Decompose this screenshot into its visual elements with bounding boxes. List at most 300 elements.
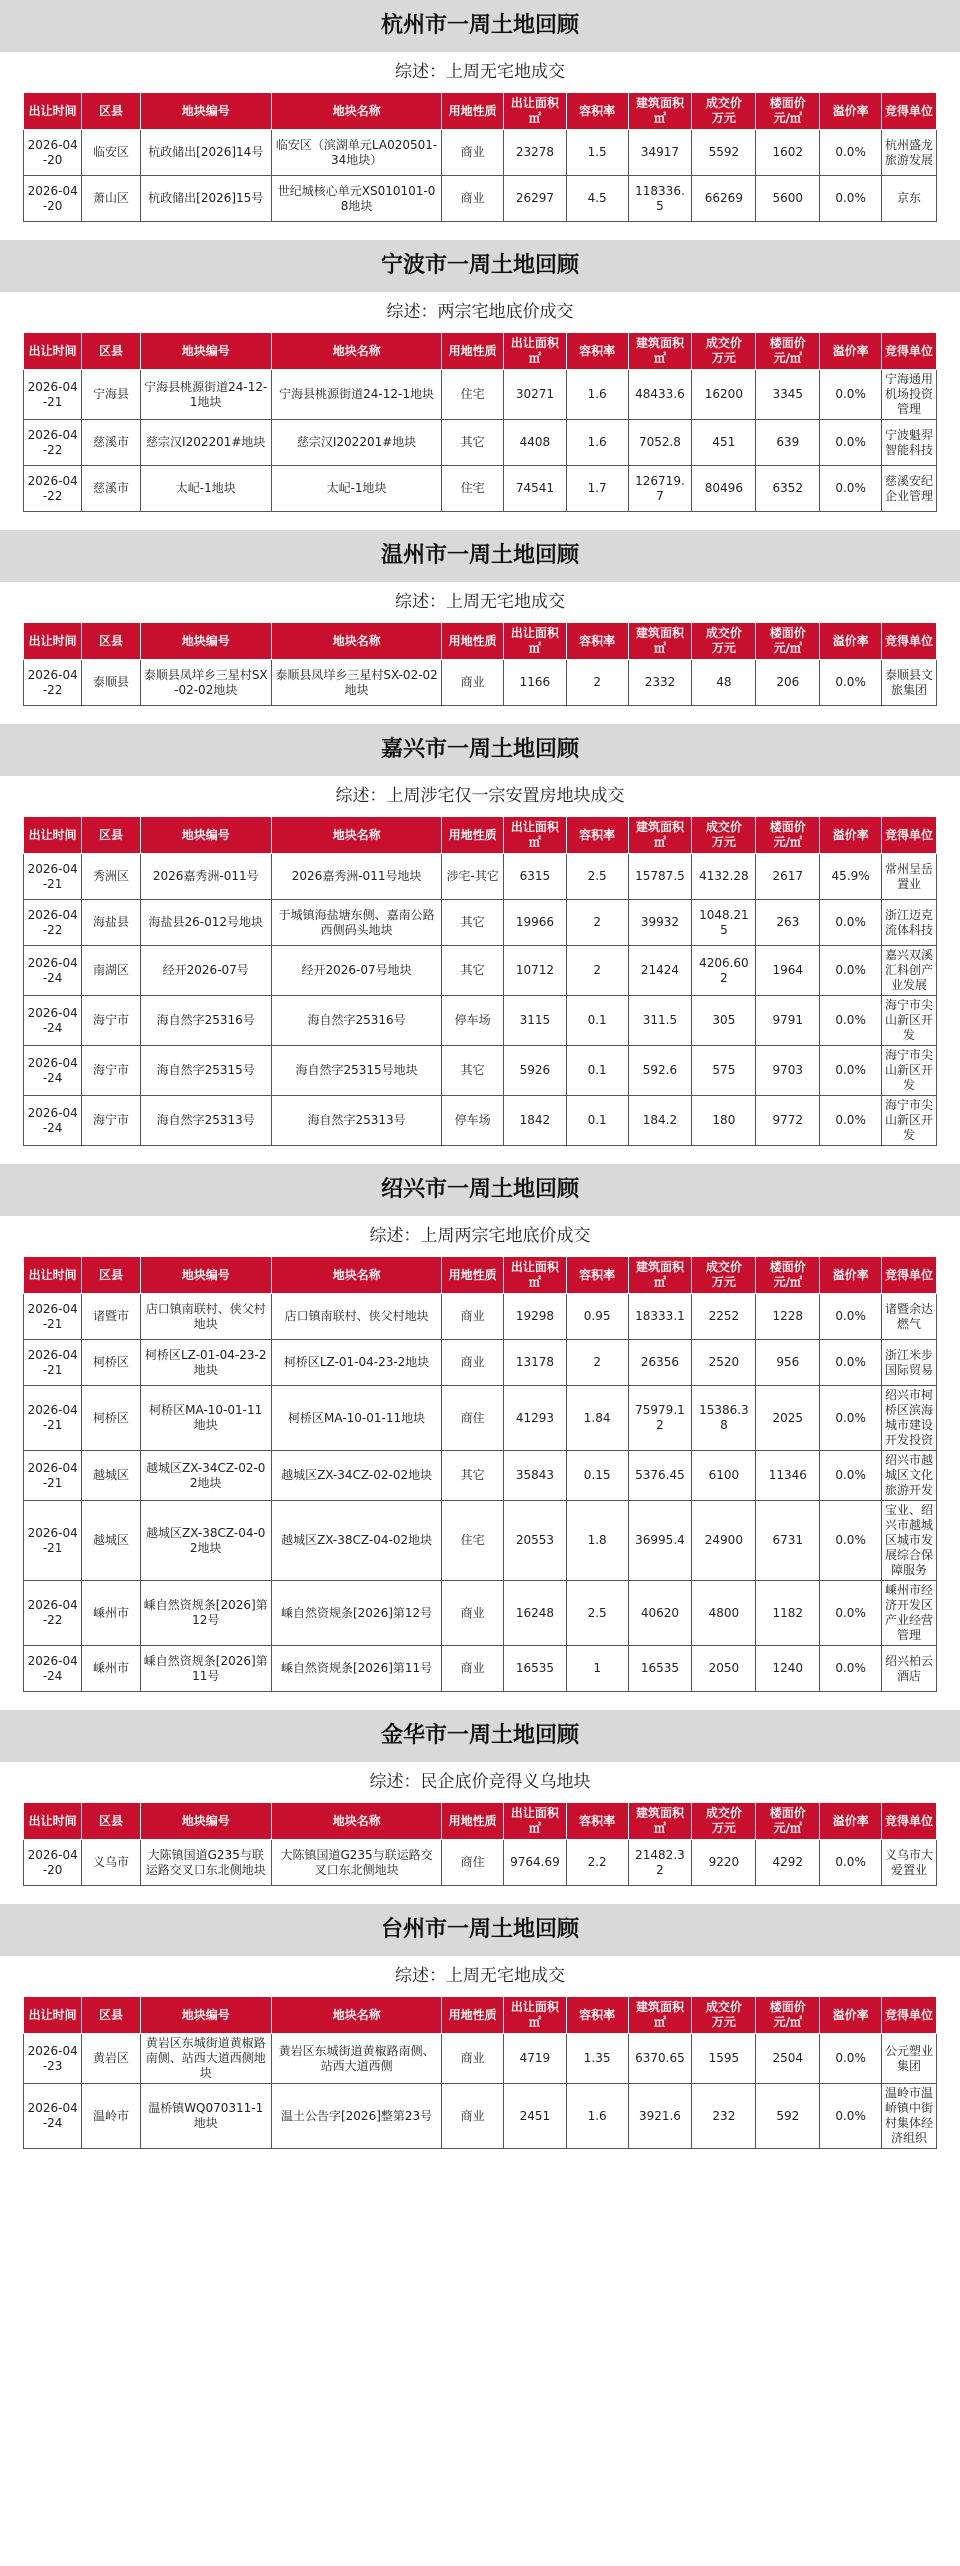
cell-build: 592.6: [628, 1046, 692, 1096]
cell-name: 嵊自然资规条[2026]第11号: [271, 1646, 441, 1692]
cell-far: 1.5: [566, 130, 628, 176]
cell-use: 住宅: [442, 370, 504, 420]
cell-premium: 0.0%: [820, 466, 882, 512]
cell-build: 6370.65: [628, 2034, 692, 2084]
column-label: 楼面价: [769, 96, 806, 110]
column-unit: 万元: [711, 1275, 736, 1289]
cell-date: 2026-04-24: [24, 1046, 82, 1096]
cell-price: 9220: [692, 1840, 756, 1886]
cell-district: 义乌市: [82, 1840, 140, 1886]
column-label: 出让时间: [28, 103, 77, 118]
cell-name: 经开2026-07号地块: [271, 946, 441, 996]
header-row: [24, 1803, 937, 1840]
column-header-name: [271, 1803, 441, 1840]
column-unit: 万元: [711, 641, 736, 655]
section-summary: 综述：上周无宅地成交: [395, 1966, 565, 1986]
column-header-premium: [820, 1257, 882, 1294]
cell-district: 秀洲区: [82, 854, 140, 900]
column-header-winner: [881, 333, 936, 370]
column-header-date: [24, 1257, 82, 1294]
cell-area: 4719: [504, 2034, 567, 2084]
column-header-date: [24, 1803, 82, 1840]
cell-district: 温岭市: [82, 2084, 140, 2149]
column-label: 出让时间: [28, 1267, 77, 1282]
column-label: 用地性质: [448, 633, 497, 648]
cell-build: 40620: [628, 1581, 692, 1646]
table-row: [24, 1501, 937, 1581]
column-label: 地块名称: [332, 633, 381, 648]
column-header-price: [692, 1997, 756, 2034]
cell-build: 311.5: [628, 996, 692, 1046]
column-label: 容积率: [579, 827, 616, 842]
cell-winner: 杭州盛龙旅游发展: [881, 130, 936, 176]
column-label: 竞得单位: [884, 2007, 933, 2022]
column-unit: ㎡: [653, 1821, 666, 1835]
table-row: [24, 1581, 937, 1646]
cell-code: 海自然字25315号: [140, 1046, 271, 1096]
column-header-price: [692, 817, 756, 854]
section-summary: 综述：两宗宅地底价成交: [386, 302, 574, 322]
cell-far: 1.35: [566, 2034, 628, 2084]
cell-floor: 2617: [756, 854, 820, 900]
cell-code: 慈宗汉Ⅰ202201#地块: [140, 420, 271, 466]
cell-area: 19298: [504, 1294, 567, 1340]
column-label: 建筑面积: [635, 96, 684, 110]
section-summary: 综述：民企底价竞得义乌地块: [369, 1772, 591, 1792]
land-table: [23, 1802, 937, 1886]
column-label: 地块编号: [181, 1267, 230, 1282]
cell-winner: 绍兴市越城区文化旅游开发: [881, 1451, 936, 1501]
column-label: 出让时间: [28, 2007, 77, 2022]
cell-premium: 0.0%: [820, 1386, 882, 1451]
cell-name: 于城镇海盐塘东侧、嘉南公路西侧码头地块: [271, 900, 441, 946]
table-row: [24, 176, 937, 222]
cell-code: 嵊自然资规条[2026]第12号: [140, 1581, 271, 1646]
cell-use: 住宅: [442, 466, 504, 512]
cell-date: 2026-04-24: [24, 946, 82, 996]
cell-date: 2026-04-22: [24, 660, 82, 706]
cell-winner: 京东: [881, 176, 936, 222]
column-label: 成交价: [705, 336, 742, 350]
land-table: [23, 622, 937, 706]
cell-name: 海自然字25316号: [271, 996, 441, 1046]
column-header-far: [566, 1997, 628, 2034]
cell-premium: 0.0%: [820, 2084, 882, 2149]
cell-build: 48433.6: [628, 370, 692, 420]
cell-winner: 温岭市温峤镇中街村集体经济组织: [881, 2084, 936, 2149]
cell-use: 停车场: [442, 996, 504, 1046]
column-header-date: [24, 1997, 82, 2034]
column-header-code: [140, 333, 271, 370]
column-header-code: [140, 1257, 271, 1294]
cell-winner: 宁波魁羿智能科技: [881, 420, 936, 466]
cell-district: 慈溪市: [82, 466, 140, 512]
section-title: 金华市一周土地回顾: [0, 1710, 960, 1762]
cell-premium: 0.0%: [820, 1646, 882, 1692]
cell-code: 经开2026-07号: [140, 946, 271, 996]
cell-winner: 义乌市大爱置业: [881, 1840, 936, 1886]
cell-price: 6100: [692, 1451, 756, 1501]
column-unit: 元/㎡: [773, 1275, 802, 1289]
column-header-name: [271, 623, 441, 660]
cell-premium: 0.0%: [820, 1294, 882, 1340]
column-header-use: [442, 1257, 504, 1294]
cell-code: 店口镇南联村、侠父村地块: [140, 1294, 271, 1340]
cell-far: 1.6: [566, 420, 628, 466]
cell-winner: 浙江迈克流体科技: [881, 900, 936, 946]
column-label: 溢价率: [832, 2007, 869, 2022]
section-title: 宁波市一周土地回顾: [0, 240, 960, 292]
header-row: [24, 93, 937, 130]
column-label: 用地性质: [448, 2007, 497, 2022]
column-unit: 万元: [711, 2015, 736, 2029]
cell-premium: 0.0%: [820, 1840, 882, 1886]
cell-district: 诸暨市: [82, 1294, 140, 1340]
cell-area: 19966: [504, 900, 567, 946]
cell-far: 2: [566, 900, 628, 946]
cell-area: 16248: [504, 1581, 567, 1646]
cell-area: 3115: [504, 996, 567, 1046]
cell-premium: 0.0%: [820, 2034, 882, 2084]
cell-date: 2026-04-20: [24, 1840, 82, 1886]
cell-use: 住宅: [442, 1501, 504, 1581]
column-label: 建筑面积: [635, 336, 684, 350]
table-row: [24, 130, 937, 176]
cell-code: 越城区ZX-34CZ-02-02地块: [140, 1451, 271, 1501]
cell-price: 2050: [692, 1646, 756, 1692]
cell-name: 海自然字25313号: [271, 1096, 441, 1146]
column-header-floor: [756, 93, 820, 130]
column-header-date: [24, 817, 82, 854]
column-header-area: [504, 1257, 567, 1294]
column-unit: ㎡: [653, 641, 666, 655]
header-row: [24, 1257, 937, 1294]
land-table: [23, 92, 937, 222]
cell-code: 2026嘉秀洲-011号: [140, 854, 271, 900]
column-header-district: [82, 93, 140, 130]
column-header-far: [566, 1257, 628, 1294]
column-label: 用地性质: [448, 103, 497, 118]
cell-winner: 嘉兴双溪汇科创产业发展: [881, 946, 936, 996]
cell-district: 柯桥区: [82, 1386, 140, 1451]
column-label: 成交价: [705, 820, 742, 834]
cell-use: 商业: [442, 1340, 504, 1386]
cell-district: 柯桥区: [82, 1340, 140, 1386]
cell-date: 2026-04-21: [24, 370, 82, 420]
cell-use: 商业: [442, 2084, 504, 2149]
cell-floor: 956: [756, 1340, 820, 1386]
column-label: 地块编号: [181, 827, 230, 842]
column-unit: 元/㎡: [773, 111, 802, 125]
cell-far: 2: [566, 946, 628, 996]
column-label: 出让时间: [28, 1813, 77, 1828]
column-unit: ㎡: [653, 1275, 666, 1289]
cell-date: 2026-04-22: [24, 900, 82, 946]
column-label: 出让面积: [510, 820, 559, 834]
cell-district: 慈溪市: [82, 420, 140, 466]
column-label: 区县: [98, 827, 123, 842]
cell-price: 2252: [692, 1294, 756, 1340]
column-header-name: [271, 1257, 441, 1294]
column-unit: ㎡: [653, 111, 666, 125]
cell-premium: 0.0%: [820, 1096, 882, 1146]
column-unit: ㎡: [653, 2015, 666, 2029]
cell-build: 5376.45: [628, 1451, 692, 1501]
column-header-winner: [881, 623, 936, 660]
column-header-area: [504, 1997, 567, 2034]
column-header-premium: [820, 333, 882, 370]
cell-use: 商业: [442, 660, 504, 706]
column-label: 出让面积: [510, 336, 559, 350]
cell-floor: 1964: [756, 946, 820, 996]
cell-winner: 海宁市尖山新区开发: [881, 1046, 936, 1096]
column-label: 溢价率: [832, 343, 869, 358]
column-label: 楼面价: [769, 2000, 806, 2014]
cell-floor: 9772: [756, 1096, 820, 1146]
column-header-premium: [820, 623, 882, 660]
cell-floor: 206: [756, 660, 820, 706]
cell-far: 0.15: [566, 1451, 628, 1501]
column-header-district: [82, 1997, 140, 2034]
cell-premium: 0.0%: [820, 176, 882, 222]
cell-district: 越城区: [82, 1501, 140, 1581]
section-title: 嘉兴市一周土地回顾: [0, 724, 960, 776]
section-summary: 综述：上周两宗宅地底价成交: [369, 1226, 591, 1246]
column-label: 区县: [98, 633, 123, 648]
cell-area: 20553: [504, 1501, 567, 1581]
cell-use: 商业: [442, 1294, 504, 1340]
column-header-date: [24, 333, 82, 370]
cell-far: 2.5: [566, 854, 628, 900]
column-header-district: [82, 817, 140, 854]
cell-date: 2026-04-21: [24, 1340, 82, 1386]
table-row: [24, 1294, 937, 1340]
cell-floor: 9791: [756, 996, 820, 1046]
column-header-build: [628, 1257, 692, 1294]
column-label: 地块名称: [332, 103, 381, 118]
cell-winner: 嵊州市经济开发区产业经营管理: [881, 1581, 936, 1646]
column-header-build: [628, 1997, 692, 2034]
column-label: 地块编号: [181, 343, 230, 358]
cell-district: 海盐县: [82, 900, 140, 946]
column-label: 出让面积: [510, 626, 559, 640]
cell-floor: 6352: [756, 466, 820, 512]
table-row: [24, 1840, 937, 1886]
column-label: 楼面价: [769, 336, 806, 350]
column-unit: ㎡: [528, 641, 541, 655]
city-section: [0, 0, 960, 222]
column-header-price: [692, 333, 756, 370]
cell-district: 海宁市: [82, 1096, 140, 1146]
cell-floor: 1240: [756, 1646, 820, 1692]
cell-floor: 9703: [756, 1046, 820, 1096]
cell-build: 26356: [628, 1340, 692, 1386]
cell-use: 商业: [442, 176, 504, 222]
cell-district: 宁海县: [82, 370, 140, 420]
cell-far: 1: [566, 1646, 628, 1692]
column-label: 溢价率: [832, 1813, 869, 1828]
column-unit: ㎡: [528, 1821, 541, 1835]
cell-build: 15787.5: [628, 854, 692, 900]
cell-name: 黄岩区东城街道黄椒路南侧、站西大道西侧: [271, 2034, 441, 2084]
cell-district: 黄岩区: [82, 2034, 140, 2084]
cell-winner: 常州呈岳置业: [881, 854, 936, 900]
cell-area: 1842: [504, 1096, 567, 1146]
cell-use: 其它: [442, 1451, 504, 1501]
column-header-winner: [881, 1257, 936, 1294]
cell-date: 2026-04-21: [24, 854, 82, 900]
table-row: [24, 946, 937, 996]
column-header-district: [82, 623, 140, 660]
column-label: 地块名称: [332, 2007, 381, 2022]
column-label: 溢价率: [832, 827, 869, 842]
cell-premium: 0.0%: [820, 1451, 882, 1501]
column-header-floor: [756, 333, 820, 370]
cell-premium: 0.0%: [820, 1581, 882, 1646]
column-header-use: [442, 623, 504, 660]
cell-use: 其它: [442, 946, 504, 996]
cell-use: 其它: [442, 900, 504, 946]
column-header-code: [140, 93, 271, 130]
cell-district: 南湖区: [82, 946, 140, 996]
column-header-far: [566, 817, 628, 854]
column-label: 区县: [98, 1267, 123, 1282]
cell-price: 232: [692, 2084, 756, 2149]
column-header-area: [504, 817, 567, 854]
column-header-date: [24, 623, 82, 660]
column-label: 溢价率: [832, 103, 869, 118]
cell-far: 1.7: [566, 466, 628, 512]
cell-area: 26297: [504, 176, 567, 222]
cell-code: 海自然字25316号: [140, 996, 271, 1046]
column-label: 用地性质: [448, 1813, 497, 1828]
cell-premium: 0.0%: [820, 130, 882, 176]
cell-name: 温土公告字[2026]整第23号: [271, 2084, 441, 2149]
cell-district: 越城区: [82, 1451, 140, 1501]
city-section: [0, 240, 960, 512]
column-header-district: [82, 1803, 140, 1840]
cell-area: 1166: [504, 660, 567, 706]
column-label: 地块编号: [181, 103, 230, 118]
cell-use: 商业: [442, 2034, 504, 2084]
cell-premium: 0.0%: [820, 900, 882, 946]
cell-date: 2026-04-24: [24, 1096, 82, 1146]
cell-build: 75979.12: [628, 1386, 692, 1451]
column-label: 成交价: [705, 96, 742, 110]
cell-winner: 宝业、绍兴市越城区城市发展综合保障服务: [881, 1501, 936, 1581]
table-row: [24, 660, 937, 706]
column-header-winner: [881, 1997, 936, 2034]
cell-district: 海宁市: [82, 996, 140, 1046]
cell-date: 2026-04-21: [24, 1386, 82, 1451]
column-label: 竞得单位: [884, 103, 933, 118]
cell-area: 74541: [504, 466, 567, 512]
cell-price: 4132.28: [692, 854, 756, 900]
cell-floor: 639: [756, 420, 820, 466]
cell-area: 35843: [504, 1451, 567, 1501]
cell-area: 5926: [504, 1046, 567, 1096]
column-header-price: [692, 1257, 756, 1294]
column-label: 出让面积: [510, 1260, 559, 1274]
cell-price: 451: [692, 420, 756, 466]
column-header-name: [271, 1997, 441, 2034]
cell-build: 39932: [628, 900, 692, 946]
land-table: [23, 1256, 937, 1692]
column-header-floor: [756, 1257, 820, 1294]
column-header-district: [82, 333, 140, 370]
cell-floor: 1182: [756, 1581, 820, 1646]
column-header-use: [442, 1803, 504, 1840]
cell-code: 海自然字25313号: [140, 1096, 271, 1146]
city-section: [0, 1710, 960, 1886]
column-header-code: [140, 1803, 271, 1840]
cell-floor: 4292: [756, 1840, 820, 1886]
cell-winner: 公元塑业集团: [881, 2034, 936, 2084]
column-label: 成交价: [705, 2000, 742, 2014]
column-unit: 元/㎡: [773, 1821, 802, 1835]
column-header-winner: [881, 93, 936, 130]
cell-premium: 0.0%: [820, 996, 882, 1046]
column-label: 用地性质: [448, 827, 497, 842]
column-label: 用地性质: [448, 343, 497, 358]
cell-premium: 0.0%: [820, 420, 882, 466]
cell-date: 2026-04-20: [24, 176, 82, 222]
table-row: [24, 900, 937, 946]
section-title: 绍兴市一周土地回顾: [0, 1164, 960, 1216]
column-label: 容积率: [579, 1813, 616, 1828]
cell-winner: 绍兴市柯桥区滨海城市建设开发投资: [881, 1386, 936, 1451]
cell-code: 嵊自然资规条[2026]第11号: [140, 1646, 271, 1692]
cell-far: 1.8: [566, 1501, 628, 1581]
column-label: 竞得单位: [884, 827, 933, 842]
cell-code: 越城区ZX-38CZ-04-02地块: [140, 1501, 271, 1581]
cell-premium: 0.0%: [820, 1340, 882, 1386]
cell-price: 180: [692, 1096, 756, 1146]
cell-code: 黄岩区东城街道黄椒路南侧、站西大道西侧地块: [140, 2034, 271, 2084]
cell-price: 24900: [692, 1501, 756, 1581]
column-header-name: [271, 93, 441, 130]
column-label: 出让面积: [510, 2000, 559, 2014]
column-header-name: [271, 817, 441, 854]
column-label: 区县: [98, 2007, 123, 2022]
cell-price: 15386.38: [692, 1386, 756, 1451]
cell-floor: 2504: [756, 2034, 820, 2084]
cell-code: 大陈镇国道G235与联运路交叉口东北侧地块: [140, 1840, 271, 1886]
cell-far: 2: [566, 660, 628, 706]
cell-far: 1.84: [566, 1386, 628, 1451]
column-label: 建筑面积: [635, 2000, 684, 2014]
section-summary: 综述：上周涉宅仅一宗安置房地块成交: [335, 786, 625, 806]
cell-area: 10712: [504, 946, 567, 996]
cell-build: 3921.6: [628, 2084, 692, 2149]
header-row: [24, 623, 937, 660]
cell-code: 泰顺县凤垟乡三星村SX-02-02地块: [140, 660, 271, 706]
cell-far: 0.1: [566, 1046, 628, 1096]
column-label: 区县: [98, 103, 123, 118]
cell-far: 0.1: [566, 1096, 628, 1146]
cell-area: 4408: [504, 420, 567, 466]
column-label: 区县: [98, 343, 123, 358]
column-header-area: [504, 93, 567, 130]
header-row: [24, 1997, 937, 2034]
column-label: 竞得单位: [884, 1267, 933, 1282]
header-row: [24, 333, 937, 370]
cell-code: 宁海县桃源街道24-12-1地块: [140, 370, 271, 420]
cell-name: 太屺-1地块: [271, 466, 441, 512]
column-unit: ㎡: [528, 2015, 541, 2029]
cell-name: 越城区ZX-34CZ-02-02地块: [271, 1451, 441, 1501]
city-section: [0, 1904, 960, 2149]
